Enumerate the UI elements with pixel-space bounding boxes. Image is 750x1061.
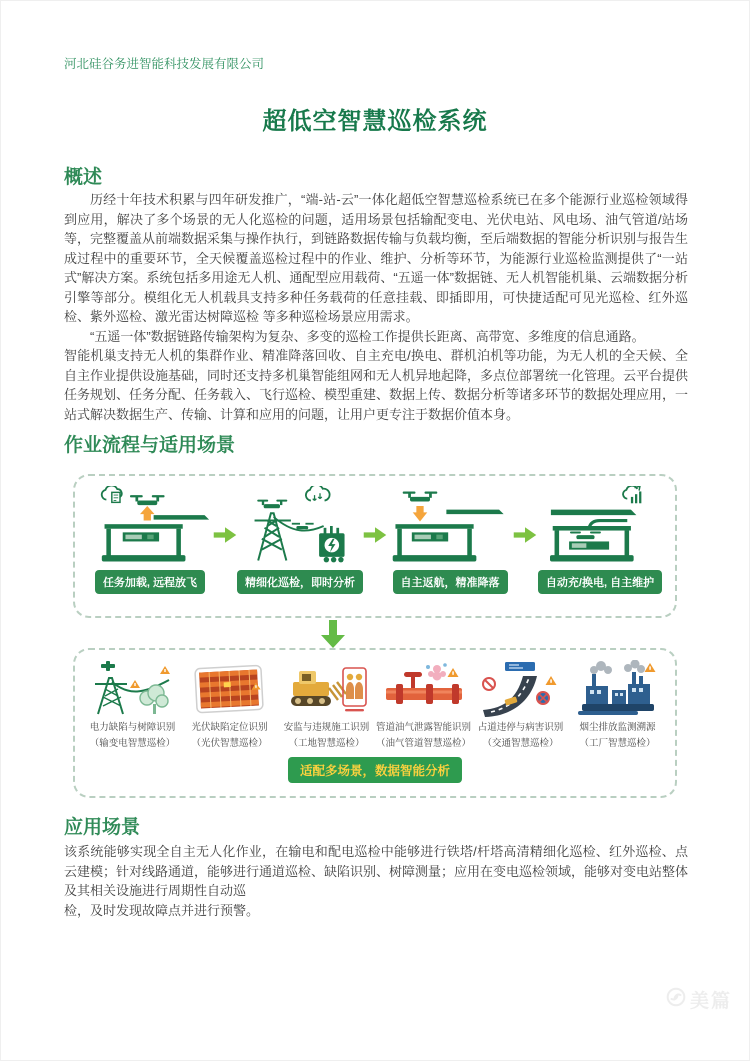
scenario-label: 电力缺陷与树障识别 <box>89 722 176 733</box>
workflow-scenarios-box <box>73 648 677 798</box>
application-heading: 应用场景 <box>64 817 141 838</box>
scenario-sublabel: （油气管道智慧巡检） <box>375 738 471 749</box>
scenario-label: 占道违停与病害识别 <box>477 722 564 733</box>
scenario-label: 管道油气泄露智能识别 <box>375 722 471 733</box>
road-traffic-icon <box>479 660 563 718</box>
hangar-maintenance-icon <box>540 486 660 566</box>
overview-paragraph: 智能机巢支持无人机的集群作业、精准降落回收、自主充电/换电、群机泊机等功能，为无人机的全天候、全自主作业提供设施基础，同时还支持多机巢智能组网和无人机异地起降，多点位部署统一化管理。云平台提供任务规划、任务分配、任务载入、飞行巡检、模型重建、数据上传、数据分析等诸多环节的数据处理应用，一站式解决数据生产、传输、计算和应用的问题，让用户更专注于数据价值本身。 <box>64 348 689 422</box>
scenario-sublabel: （工地智慧巡检） <box>288 738 365 749</box>
meipian-watermark <box>666 986 732 1013</box>
arrow-right-icon <box>512 524 538 551</box>
scenario-item <box>375 660 472 750</box>
construction-icon <box>285 660 369 718</box>
application-paragraph: 检，及时发现故障点并进行预警。 <box>64 902 260 918</box>
workflow-step <box>389 486 511 594</box>
workflow-step <box>539 486 661 594</box>
workflow-heading: 作业流程与适用场景 <box>64 435 236 456</box>
arrow-right-icon <box>362 524 388 551</box>
scenario-sublabel: （工厂智慧巡检） <box>579 738 656 749</box>
step-label: 自主返航，精准降落 <box>393 570 508 594</box>
overview-heading: 概述 <box>64 167 103 188</box>
solar-thermal-icon <box>188 660 272 718</box>
overview-paragraph: 历经十年技术积累与四年研发推广，“端-站-云”一体化超低空智慧巡检系统已在多个能源行业巡检领域得到应用，解决了多个场景的无人化巡检的问题，适用场景包括输配变电、光伏电站、风电场、油气管道/站场等，完整覆盖从前端数据采集与操作执行，到链路数据传输与负载均衡，至后端数据的智能分析识别与报告生成过程中的重要环节，全天候覆盖巡检过程中的作业、维护、分析等环节，为能源行业巡检监测提供了“一站式”解决方案。系统包括多用途无人机、通配型应用载荷、“五遥一体”数据链、无人机智能机巢、云端数据分析引擎等部分。模组化无人机载具支持多种任务载荷的任意挂载、即插即用，可快捷适配可见光巡检、红外巡检、紫外巡检、激光雷达树障巡检 等多种巡检场景应用需求。 <box>64 192 689 324</box>
scenario-item <box>278 660 375 750</box>
arrow-right-icon <box>212 524 238 551</box>
application-paragraph: 该系统能够实现全自主无人化作业，在输电和配电巡检中能够进行铁塔/杆塔高清精细化巡检、红外巡检、点云建模；针对线路通道，能够进行通道巡检、缺陷识别、树障测量；应用在变电巡检领域，能够对变电站整体及其相关设施进行周期性自动巡 <box>64 844 689 898</box>
workflow-step <box>89 486 211 594</box>
step-label: 精细化巡检，即时分析 <box>237 570 363 594</box>
scenario-sublabel: （交通智慧巡检） <box>482 738 559 749</box>
step-label: 任务加载, 远程放飞 <box>95 570 205 594</box>
scenario-label: 烟尘排放监测溯源 <box>579 722 656 733</box>
factory-smoke-icon <box>576 660 660 718</box>
scenario-item <box>181 660 278 750</box>
overview-paragraph: “五遥一体”数据链路传输架构为复杂、多变的巡检工作提供长距离、高带宽、多维度的信息通路。 <box>90 328 645 344</box>
page-title: 超低空智慧巡检系统 <box>262 108 488 135</box>
scenario-row <box>84 660 666 750</box>
scenario-item <box>84 660 181 750</box>
hangar-landing-icon <box>390 486 510 566</box>
power-tree-icon <box>91 660 175 718</box>
workflow-steps-box <box>73 474 677 618</box>
workflow-step <box>239 486 361 594</box>
scenario-item <box>569 660 666 750</box>
company-name: 河北硅谷务进智能科技发展有限公司 <box>64 57 265 71</box>
scenario-sublabel: （输变电智慧巡检） <box>89 738 176 749</box>
pipeline-leak-icon <box>382 660 466 718</box>
scenario-label: 安监与违规施工识别 <box>283 722 370 733</box>
tower-inspection-icon <box>240 486 360 566</box>
overview-text <box>64 190 688 424</box>
step-label: 自动充/换电, 自主维护 <box>538 570 662 594</box>
scenario-label: 光伏缺陷定位识别 <box>191 722 268 733</box>
meipian-logo-icon <box>666 987 686 1012</box>
multi-scenario-badge: 适配多场景，数据智能分析 <box>288 757 462 783</box>
application-text <box>64 842 688 920</box>
hangar-launch-icon <box>90 486 210 566</box>
watermark-text: 美篇 <box>690 991 733 1012</box>
scenario-sublabel: （光伏智慧巡检） <box>191 738 268 749</box>
scenario-item <box>472 660 569 750</box>
